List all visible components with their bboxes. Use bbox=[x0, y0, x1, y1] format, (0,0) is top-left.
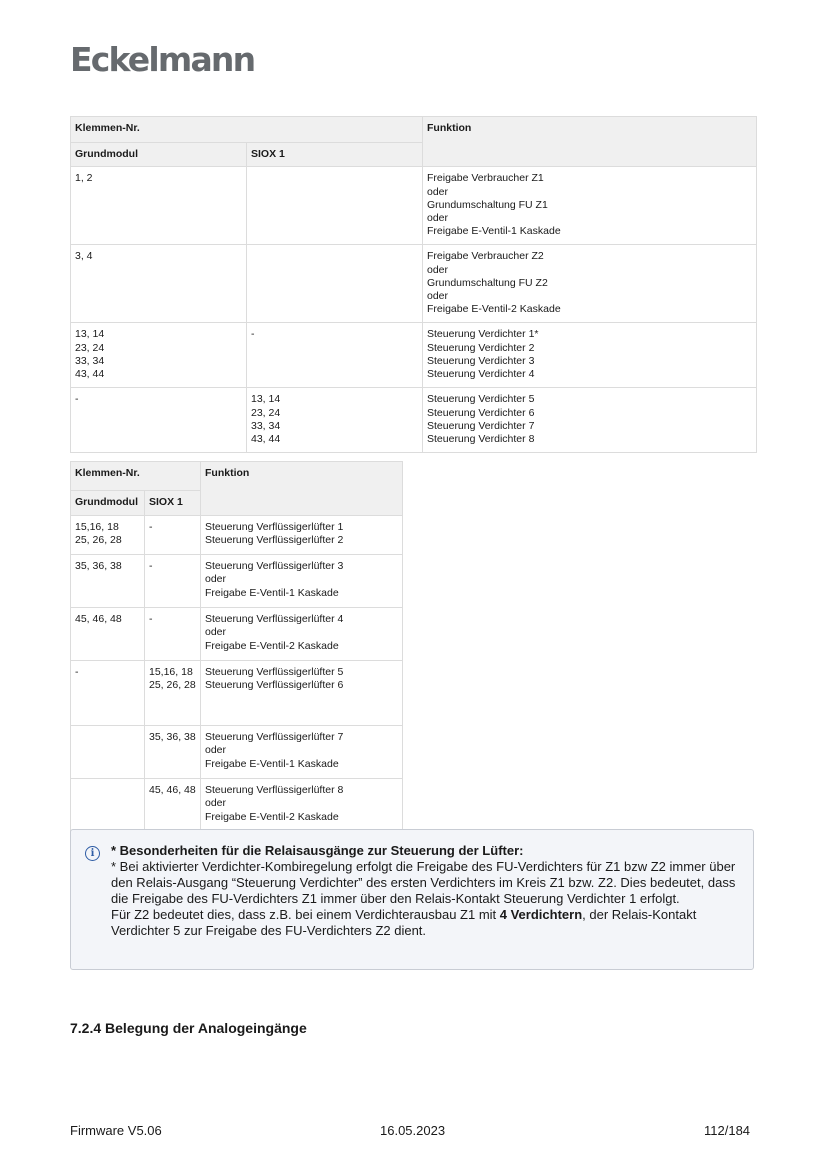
note-paragraph-2 bbox=[111, 907, 747, 939]
table-row bbox=[71, 167, 757, 245]
cell-siox: - bbox=[145, 516, 201, 555]
table-row bbox=[71, 726, 403, 779]
table-row bbox=[71, 323, 757, 388]
table-row bbox=[71, 555, 403, 608]
section-heading: 7.2.4 Belegung der Analogeingänge bbox=[70, 1020, 307, 1036]
header-grundmodul: Grundmodul bbox=[71, 491, 145, 516]
note-p2-text: Für Z2 bedeutet dies, dass z.B. bei einem Verdichterausbau Z1 mit bbox=[111, 907, 500, 922]
header-siox-1: SIOX 1 bbox=[145, 491, 201, 516]
cell-funktion: Steuerung Verflüssigerlüfter 5 Steuerung Verflüssigerlüfter 6 bbox=[201, 661, 403, 726]
cell-grundmodul: 3, 4 bbox=[71, 245, 247, 323]
table-row bbox=[71, 608, 403, 661]
cell-siox: 35, 36, 38 bbox=[145, 726, 201, 779]
table-row bbox=[71, 661, 403, 726]
cell-funktion: Freigabe Verbraucher Z2 oder Grundumschaltung FU Z2 oder Freigabe E-Ventil-2 Kaskade bbox=[423, 245, 757, 323]
cell-funktion: Freigabe Verbraucher Z1 oder Grundumschaltung FU Z1 oder Freigabe E-Ventil-1 Kaskade bbox=[423, 167, 757, 245]
header-siox-1: SIOX 1 bbox=[247, 143, 423, 167]
cell-grundmodul: 13, 14 23, 24 33, 34 43, 44 bbox=[71, 323, 247, 388]
cell-grundmodul: 15,16, 18 25, 26, 28 bbox=[71, 516, 145, 555]
note-body bbox=[111, 843, 747, 939]
fan-outputs-table bbox=[70, 461, 403, 832]
cell-grundmodul: 1, 2 bbox=[71, 167, 247, 245]
cell-siox: - bbox=[145, 555, 201, 608]
note-title: * Besonderheiten für die Relaisausgänge zur Steuerung der Lüfter: bbox=[111, 843, 524, 858]
table-row bbox=[71, 245, 757, 323]
digital-outputs-table bbox=[70, 116, 757, 453]
cell-funktion: Steuerung Verflüssigerlüfter 7 oder Freigabe E-Ventil-1 Kaskade bbox=[201, 726, 403, 779]
cell-funktion: Steuerung Verdichter 1* Steuerung Verdichter 2 Steuerung Verdichter 3 Steuerung Verdichter 4 bbox=[423, 323, 757, 388]
header-klemmen-nr: Klemmen-Nr. bbox=[71, 462, 201, 491]
cell-funktion: Steuerung Verflüssigerlüfter 3 oder Freigabe E-Ventil-1 Kaskade bbox=[201, 555, 403, 608]
note-p2-bold: 4 Verdichtern bbox=[499, 907, 583, 922]
header-funktion: Funktion bbox=[201, 462, 403, 516]
cell-siox: - bbox=[145, 608, 201, 661]
cell-siox: - bbox=[247, 323, 423, 388]
table-row bbox=[71, 516, 403, 555]
table-row bbox=[71, 388, 757, 453]
cell-funktion: Steuerung Verdichter 5 Steuerung Verdichter 6 Steuerung Verdichter 7 Steuerung Verdichter 8 bbox=[423, 388, 757, 453]
cell-grundmodul: 35, 36, 38 bbox=[71, 555, 145, 608]
cell-siox: 15,16, 18 25, 26, 28 bbox=[145, 661, 201, 726]
cell-funktion: Steuerung Verflüssigerlüfter 4 oder Freigabe E-Ventil-2 Kaskade bbox=[201, 608, 403, 661]
eckelmann-logo: Eckelmann bbox=[70, 40, 255, 79]
header-funktion: Funktion bbox=[423, 117, 757, 167]
footer-firmware: Firmware V5.06 bbox=[70, 1123, 162, 1138]
cell-siox bbox=[247, 245, 423, 323]
cell-funktion: Steuerung Verflüssigerlüfter 8 oder Freigabe E-Ventil-2 Kaskade bbox=[201, 779, 403, 832]
footer-date: 16.05.2023 bbox=[380, 1123, 446, 1138]
note-p2-text-end: , der Relais-Kontakt Verdichter 5 zur Freigabe des FU-Verdichters Z2 dient. bbox=[111, 907, 697, 938]
cell-grundmodul bbox=[71, 726, 145, 779]
cell-siox: 45, 46, 48 bbox=[145, 779, 201, 832]
cell-grundmodul: - bbox=[71, 661, 145, 726]
info-note-box bbox=[70, 829, 754, 970]
header-klemmen-nr: Klemmen-Nr. bbox=[71, 117, 423, 143]
table-row bbox=[71, 779, 403, 832]
note-paragraph-1: * Bei aktivierter Verdichter-Kombiregelung erfolgt die Freigabe des FU-Verdichters für Z1 bzw Z2 immer über den Relais-Ausgang “Steuerung Verdichter” des ersten Verdichters im Kreis Z1 bzw. Z2. Dies bedeutet, dass die Freigabe des FU-Verdichters Z1 immer über den Relais-Kontakt Steuerung Verdichter 1 erfolgt. bbox=[111, 859, 736, 906]
cell-siox: 13, 14 23, 24 33, 34 43, 44 bbox=[247, 388, 423, 453]
cell-grundmodul bbox=[71, 779, 145, 832]
header-grundmodul: Grundmodul bbox=[71, 143, 247, 167]
cell-grundmodul: 45, 46, 48 bbox=[71, 608, 145, 661]
cell-siox bbox=[247, 167, 423, 245]
cell-funktion: Steuerung Verflüssigerlüfter 1 Steuerung Verflüssigerlüfter 2 bbox=[201, 516, 403, 555]
cell-grundmodul: - bbox=[71, 388, 247, 453]
footer-page-number: 112/184 bbox=[704, 1123, 751, 1138]
info-icon: i bbox=[85, 846, 100, 861]
